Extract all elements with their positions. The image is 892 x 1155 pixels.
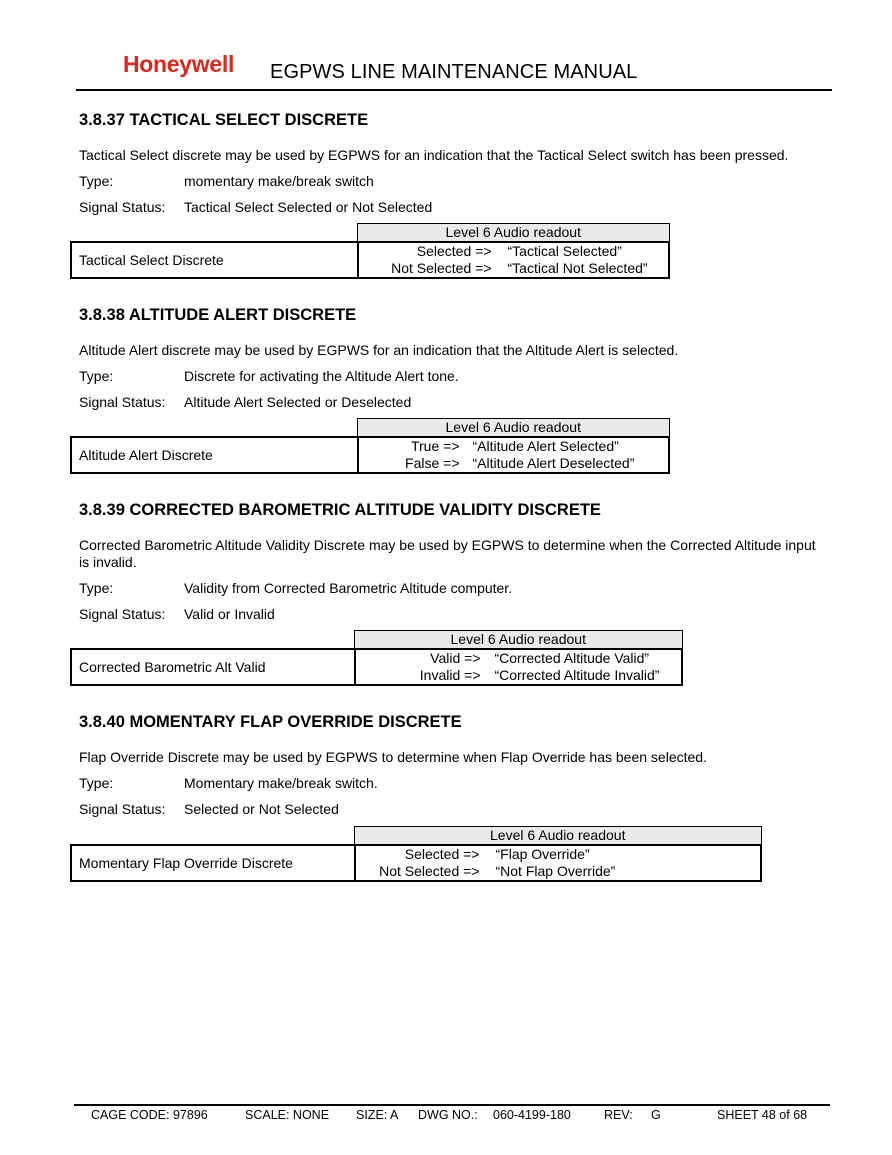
readout: “Flap Override” [495,846,590,862]
table-header: Level 6 Audio readout [355,827,762,846]
rev-value: G [651,1108,661,1122]
table-label: Altitude Alert Discrete [71,437,358,473]
signal-status-label: Signal Status: [79,801,166,817]
type-value: Validity from Corrected Barometric Altitude computer. [184,580,513,596]
signal-status-row [79,394,839,411]
table-values [355,649,683,685]
type-value: momentary make/break switch [184,173,374,189]
readout: “Corrected Altitude Invalid” [494,667,660,683]
section-heading: 3.8.38 ALTITUDE ALERT DISCRETE [79,306,357,324]
signal-status-row [79,199,839,216]
section-description: Flap Override Discrete may be used by EGPWS to determine when Flap Override has been selected. [79,749,707,765]
dwg-no-label: DWG NO.: [418,1108,478,1122]
signal-status-value: Altitude Alert Selected or Deselected [184,394,412,410]
table-row [359,260,669,277]
table-row [359,243,669,260]
section-tactical-select [79,111,839,216]
table-label: Momentary Flap Override Discrete [71,845,355,881]
type-label: Type: [79,368,114,384]
condition: Invalid => [419,667,481,683]
section-heading: 3.8.40 MOMENTARY FLAP OVERRIDE DISCRETE [79,713,462,731]
table-row [356,863,761,880]
dwg-no-value: 060-4199-180 [493,1108,571,1122]
audio-readout-table [70,630,683,686]
table-header: Level 6 Audio readout [358,419,670,438]
type-value: Discrete for activating the Altitude Alert tone. [184,368,459,384]
readout: “Altitude Alert Selected” [472,438,619,454]
table-values [355,845,762,881]
sheet-number: SHEET 48 of 68 [717,1108,808,1122]
table-label: Corrected Barometric Alt Valid [71,649,355,685]
signal-status-value: Selected or Not Selected [184,801,339,817]
readout: “Corrected Altitude Valid” [494,650,650,666]
readout: “Not Flap Override” [495,863,616,879]
section-momentary-flap-override [79,713,839,818]
type-value: Momentary make/break switch. [184,775,378,791]
table-row [359,438,669,455]
honeywell-logo: Honeywell [123,51,235,77]
audio-readout-table [70,418,670,474]
table-values [358,242,670,278]
table-row [356,846,761,863]
section-description: Corrected Barometric Altitude Validity Discrete may be used by EGPWS to determine when the Corrected Altitude input is invalid. [79,537,816,570]
signal-status-row [79,801,839,818]
condition: True => [410,438,460,454]
signal-status-value: Valid or Invalid [184,606,275,622]
readout: “Tactical Not Selected” [507,260,648,276]
section-heading: 3.8.39 CORRECTED BAROMETRIC ALTITUDE VALIDITY DISCRETE [79,501,601,519]
table-header: Level 6 Audio readout [358,224,670,243]
type-row [79,368,839,385]
section-heading: 3.8.37 TACTICAL SELECT DISCRETE [79,111,369,129]
size: SIZE: A [356,1108,399,1122]
signal-status-label: Signal Status: [79,394,166,410]
rev-label: REV: [604,1108,633,1122]
section-description: Altitude Alert discrete may be used by EGPWS for an indication that the Altitude Alert is selected. [79,342,679,358]
condition: Selected => [416,243,492,259]
readout: “Altitude Alert Deselected” [472,455,635,471]
cage-code: CAGE CODE: 97896 [91,1108,208,1122]
signal-status-label: Signal Status: [79,606,166,622]
type-row [79,173,839,190]
type-label: Type: [79,580,114,596]
table-row [356,667,682,684]
table-values [358,437,670,473]
condition: Not Selected => [379,863,480,879]
audio-readout-table [70,826,762,882]
condition: Not Selected => [391,260,492,276]
signal-status-value: Tactical Select Selected or Not Selected [184,199,433,215]
type-label: Type: [79,775,114,791]
document-title: EGPWS LINE MAINTENANCE MANUAL [270,61,638,83]
signal-status-label: Signal Status: [79,199,166,215]
header-divider [76,89,832,91]
condition: False => [405,455,460,471]
table-row [356,650,682,667]
type-row [79,775,839,792]
audio-readout-table [70,223,670,279]
type-row [79,580,839,597]
table-row [359,455,669,472]
section-altitude-alert [79,306,839,411]
signal-status-row [79,606,839,623]
condition: Valid => [430,650,481,666]
table-header: Level 6 Audio readout [355,631,683,650]
section-corrected-baro-alt-validity [79,501,839,623]
condition: Selected => [404,846,480,862]
scale: SCALE: NONE [245,1108,330,1122]
table-label: Tactical Select Discrete [71,242,358,278]
readout: “Tactical Selected” [507,243,622,259]
footer-divider [74,1104,830,1106]
section-description: Tactical Select discrete may be used by EGPWS for an indication that the Tactical Select switch has been pressed. [79,147,789,163]
type-label: Type: [79,173,114,189]
